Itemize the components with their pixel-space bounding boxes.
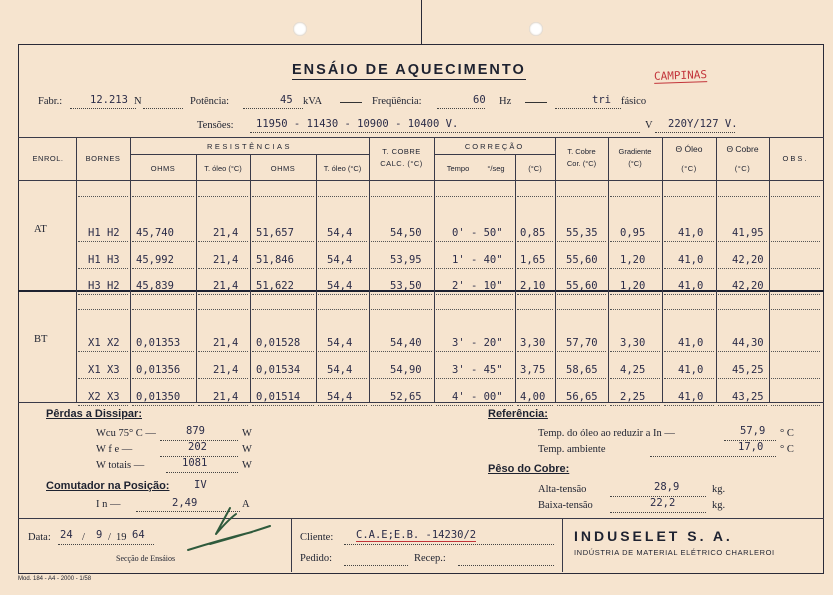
col-line xyxy=(434,137,435,402)
correcao-underline xyxy=(434,154,555,155)
cell-toleo2: 54,4 xyxy=(327,254,353,266)
comutador-posicao: IV xyxy=(194,479,207,491)
row-dotted-line xyxy=(517,241,553,242)
row-dotted-line xyxy=(198,309,248,310)
row-dotted-line xyxy=(198,351,248,352)
v-label: V xyxy=(645,120,653,131)
wfe-label: W f e — xyxy=(96,444,133,455)
row-dotted-line xyxy=(371,241,432,242)
row-dotted-line xyxy=(771,294,820,295)
col-line xyxy=(555,137,556,402)
row-dotted-line xyxy=(517,309,553,310)
row-dotted-line xyxy=(664,351,714,352)
cell-grad: 1,20 xyxy=(620,280,646,292)
row-dotted-line xyxy=(664,196,714,197)
recep-field xyxy=(458,553,554,566)
row-dotted-line xyxy=(517,196,553,197)
fabr-value: 12.213 xyxy=(90,94,128,106)
wfe-unit: W xyxy=(242,444,252,455)
row-dotted-line xyxy=(436,378,513,379)
ref-ambiente-unit: ° C xyxy=(780,444,794,455)
row-dotted-line xyxy=(517,268,553,269)
table-top-border xyxy=(18,137,824,138)
row-dotted-line xyxy=(132,351,194,352)
cell-grad: 1,20 xyxy=(620,254,646,266)
wfe-value: 202 xyxy=(188,441,207,453)
cell-oleo: 41,0 xyxy=(678,227,704,239)
row-dotted-line xyxy=(664,309,714,310)
header-theta-cobre-unit: (°C) xyxy=(734,164,751,173)
row-dotted-line xyxy=(78,351,128,352)
row-dotted-line xyxy=(517,351,553,352)
cell-ohms1: 45,992 xyxy=(136,254,174,266)
header-theta-oleo-unit: (°C) xyxy=(681,164,697,173)
row-dotted-line xyxy=(318,351,367,352)
row-dotted-line xyxy=(436,405,513,406)
wcu-value: 879 xyxy=(186,425,205,437)
row-dotted-line xyxy=(371,268,432,269)
row-dotted-line xyxy=(318,241,367,242)
header-ohms-1: OHMS xyxy=(150,164,176,173)
cell-cobre: 41,95 xyxy=(732,227,764,239)
row-dotted-line xyxy=(610,378,660,379)
cell-bornes: H1 H2 xyxy=(88,227,120,239)
n-field xyxy=(143,96,183,109)
header-seg: °/seg xyxy=(487,164,505,173)
fasico-field xyxy=(555,96,621,109)
cell-ohms1: 0,01350 xyxy=(136,391,181,403)
row-dotted-line xyxy=(610,241,660,242)
col-line xyxy=(515,154,516,402)
header-ohms-2: OHMS xyxy=(270,164,296,173)
row-dotted-line xyxy=(517,294,553,295)
row-dotted-line xyxy=(436,294,513,295)
row-dotted-line xyxy=(198,268,248,269)
row-dotted-line xyxy=(557,241,606,242)
data-year: 64 xyxy=(132,529,145,541)
document-page: ENSÁIO DE AQUECIMENTO CAMPINAS Fabr.: 12.213 N Potência: 45 kVA Freqüência: 60 Hz tri fásico Tensões: 11950 - 11430 - 10900 - 10400 V. V 220Y/127 V. ENROL. BORNES RESISTÊNCIAS OHMS T. óleo (°C) OHMS T. óleo (°C) T. COBRE CALC. (°C) CORREÇÃO Tempo °/seg (°C) T. Cobre Cor. (°C) Gradiente (°C) Θ Óleo (°C) Θ Cobre (°C) OBS. AT H1 H2 45,740 21,4 51,657 54,4 54,50 0' - 50" 0,85 55,35 0,95 41,0 41,95 H1 H3 45,992 21,4 51,846 54,4 53,95 1' - 40" 1,65 55,60 1,20 41,0 42,20 H3 H2 45,839 21,4 51,622 54,4 53,50 2' - 10" 2,10 55,60 1,20 41,0 42,20 BT X1 X2 0,01353 21,4 0,01528 54,4 54,40 3' - 20" 3,30 57,70 3,30 41,0 44,30 X1 X3 0,01356 21,4 0,01534 54,4 54,90 3' - 45" 3,75 58,65 4,25 41,0 45,25 X2 X3 0,01350 21,4 0,01514 54,4 52,65 4' - 00" 4,00 56,65 2,25 41,0 43,25 Pêrdas a Dissipar: Wcu 75° C — 879 W W f e — 202 W W totais — 1081 W Comutador na Posição: IV I n — 2,49 A Referência: Temp. do óleo ao reduzir a In — 57,9 ° C Temp. ambiente 17,0 ° C Pêso do Cobre: Alta-tensão 28,9 kg. Baixa-tensão 22,2 kg. Data: 24 / 9 / 19 64 Secção de Ensáios Cliente: C.A.E;E.B. -14230/2 Pedido: Recep.: INDUSELET S. A. INDÚSTRIA DE MATERIAL ELÉTRICO CHARLEROI Mod. 184 - A4 - 2000 - 1/58 xyxy=(0,0,833,595)
header-toleo-2: T. óleo (°C) xyxy=(323,164,362,173)
punch-hole-left xyxy=(293,22,307,36)
row-dotted-line xyxy=(557,378,606,379)
cell-oleo: 41,0 xyxy=(678,254,704,266)
cell-tempo: 0' - 50" xyxy=(452,227,503,239)
cell-toleo2: 54,4 xyxy=(327,364,353,376)
footer-top-line xyxy=(18,518,824,519)
cell-ohms2: 51,846 xyxy=(256,254,294,266)
row-dotted-line xyxy=(718,351,767,352)
row-dotted-line xyxy=(436,268,513,269)
row-dotted-line xyxy=(318,268,367,269)
company-subtitle: INDÚSTRIA DE MATERIAL ELÉTRICO CHARLEROI xyxy=(574,548,775,557)
row-dotted-line xyxy=(318,378,367,379)
cell-cobre: 44,30 xyxy=(732,337,764,349)
row-dotted-line xyxy=(557,268,606,269)
wcu-label: Wcu 75° C — xyxy=(96,428,156,439)
cell-cobre: 45,25 xyxy=(732,364,764,376)
row-dotted-line xyxy=(557,309,606,310)
baixa-value: 22,2 xyxy=(650,497,676,509)
baixa-label: Baixa-tensão xyxy=(538,500,593,511)
row-dotted-line xyxy=(198,294,248,295)
cell-tcalc: 52,65 xyxy=(390,391,422,403)
wcu-unit: W xyxy=(242,428,252,439)
row-dotted-line xyxy=(718,294,767,295)
row-dotted-line xyxy=(78,268,128,269)
comutador-title: Comutador na Posição: xyxy=(46,480,170,492)
cell-corr: 2,10 xyxy=(520,280,546,292)
row-dotted-line xyxy=(198,378,248,379)
header-corr-c: (°C) xyxy=(528,164,542,173)
cell-toleo1: 21,4 xyxy=(213,391,239,403)
cell-corr: 3,75 xyxy=(520,364,546,376)
row-dotted-line xyxy=(198,196,248,197)
row-dotted-line xyxy=(771,378,820,379)
row-dotted-line xyxy=(610,294,660,295)
cell-bornes: H3 H2 xyxy=(88,280,120,292)
enrol-label: BT xyxy=(34,334,48,345)
header-tempo: Tempo xyxy=(446,164,470,173)
row-dotted-line xyxy=(318,405,367,406)
form-code: Mod. 184 - A4 - 2000 - 1/58 xyxy=(18,576,92,582)
cell-ohms2: 0,01528 xyxy=(256,337,301,349)
cell-tcor: 55,35 xyxy=(566,227,598,239)
dash-2 xyxy=(525,102,547,103)
cell-tempo: 4' - 00" xyxy=(452,391,503,403)
row-dotted-line xyxy=(436,241,513,242)
data-label: Data: xyxy=(28,532,51,543)
cell-ohms1: 45,740 xyxy=(136,227,174,239)
row-dotted-line xyxy=(371,196,432,197)
cell-toleo1: 21,4 xyxy=(213,227,239,239)
form-title: ENSÁIO DE AQUECIMENTO xyxy=(292,62,526,78)
col-line xyxy=(769,137,770,402)
cell-grad: 0,95 xyxy=(620,227,646,239)
row-dotted-line xyxy=(371,378,432,379)
frequencia-label: Freqüência: xyxy=(372,96,422,107)
cell-grad: 2,25 xyxy=(620,391,646,403)
fabr-label: Fabr.: xyxy=(38,96,63,107)
row-dotted-line xyxy=(557,405,606,406)
header-bornes: BORNES xyxy=(85,154,121,163)
col-line xyxy=(662,137,663,402)
footer-divider-1 xyxy=(291,518,292,572)
frequencia-value: 60 xyxy=(473,94,486,106)
ref-oleo-label: Temp. do óleo ao reduzir a In — xyxy=(538,428,675,439)
header-enrol: ENROL. xyxy=(32,154,64,163)
dash-1 xyxy=(340,102,362,103)
row-dotted-line xyxy=(132,241,194,242)
cell-oleo: 41,0 xyxy=(678,391,704,403)
cell-tcor: 57,70 xyxy=(566,337,598,349)
header-resistencias: RESISTÊNCIAS xyxy=(206,142,292,151)
cell-tempo: 3' - 45" xyxy=(452,364,503,376)
row-dotted-line xyxy=(78,294,128,295)
row-dotted-line xyxy=(252,241,314,242)
data-year-prefix: 19 xyxy=(116,532,127,543)
peso-title: Pêso do Cobre: xyxy=(488,463,570,475)
cell-tcor: 58,65 xyxy=(566,364,598,376)
row-dotted-line xyxy=(371,309,432,310)
row-dotted-line xyxy=(517,405,553,406)
header-gradiente: Gradiente (°C) xyxy=(618,147,652,168)
cell-tcalc: 53,95 xyxy=(390,254,422,266)
cell-tempo: 1' - 40" xyxy=(452,254,503,266)
ref-oleo-value: 57,9 xyxy=(740,425,766,437)
row-dotted-line xyxy=(78,405,128,406)
cell-oleo: 41,0 xyxy=(678,337,704,349)
cell-toleo1: 21,4 xyxy=(213,364,239,376)
row-dotted-line xyxy=(664,294,714,295)
row-dotted-line xyxy=(252,294,314,295)
row-dotted-line xyxy=(371,294,432,295)
v-value: 220Y/127 V. xyxy=(668,118,738,130)
row-dotted-line xyxy=(664,378,714,379)
wtot-label: W totais — xyxy=(96,460,145,471)
header-tcobre-cor: T. Cobre Cor. (°C) xyxy=(566,147,597,168)
fasico-value: tri xyxy=(592,94,611,106)
row-dotted-line xyxy=(252,196,314,197)
data-month: 9 xyxy=(96,529,103,541)
col-line xyxy=(608,137,609,402)
header-theta-cobre: Θ Cobre xyxy=(726,144,759,154)
row-dotted-line xyxy=(132,405,194,406)
fold-line xyxy=(421,0,422,44)
row-dotted-line xyxy=(718,196,767,197)
cell-bornes: H1 H3 xyxy=(88,254,120,266)
in-value: 2,49 xyxy=(172,497,198,509)
cell-tcalc: 54,40 xyxy=(390,337,422,349)
recep-label: Recep.: xyxy=(414,553,446,564)
header-correcao: CORREÇÃO xyxy=(464,142,525,151)
row-dotted-line xyxy=(610,309,660,310)
header-toleo-1: T. óleo (°C) xyxy=(204,164,242,173)
row-dotted-line xyxy=(610,196,660,197)
cell-ohms1: 45,839 xyxy=(136,280,174,292)
header-obs: OBS. xyxy=(782,154,809,163)
row-dotted-line xyxy=(132,268,194,269)
row-dotted-line xyxy=(436,351,513,352)
row-dotted-line xyxy=(198,405,248,406)
row-dotted-line xyxy=(771,241,820,242)
row-dotted-line xyxy=(610,268,660,269)
row-dotted-line xyxy=(78,309,128,310)
pedido-label: Pedido: xyxy=(300,553,333,564)
alta-value: 28,9 xyxy=(654,481,680,493)
baixa-unit: kg. xyxy=(712,500,726,511)
col-line xyxy=(250,154,251,402)
campinas-stamp: CAMPINAS xyxy=(653,68,708,83)
col-line xyxy=(369,137,370,402)
referencia-title: Referência: xyxy=(488,408,548,420)
row-dotted-line xyxy=(557,351,606,352)
tensoes-value: 11950 - 11430 - 10900 - 10400 V. xyxy=(256,118,459,130)
row-dotted-line xyxy=(771,268,820,269)
cell-toleo1: 21,4 xyxy=(213,280,239,292)
row-dotted-line xyxy=(557,196,606,197)
row-dotted-line xyxy=(132,378,194,379)
cell-toleo2: 54,4 xyxy=(327,227,353,239)
cell-ohms1: 0,01353 xyxy=(136,337,181,349)
punch-hole-right xyxy=(529,22,543,36)
cell-grad: 3,30 xyxy=(620,337,646,349)
cell-ohms2: 0,01534 xyxy=(256,364,301,376)
row-dotted-line xyxy=(771,309,820,310)
col-line xyxy=(76,137,77,402)
cell-corr: 0,85 xyxy=(520,227,546,239)
pedido-field xyxy=(344,553,408,566)
cell-tcalc: 54,90 xyxy=(390,364,422,376)
row-dotted-line xyxy=(718,378,767,379)
cell-tempo: 2' - 10" xyxy=(452,280,503,292)
potencia-value: 45 xyxy=(280,94,293,106)
perdas-title: Pêrdas a Dissipar: xyxy=(46,408,142,420)
enrol-label: AT xyxy=(34,224,47,235)
cell-toleo1: 21,4 xyxy=(213,337,239,349)
row-dotted-line xyxy=(198,241,248,242)
cell-cobre: 42,20 xyxy=(732,280,764,292)
col-line xyxy=(716,137,717,402)
row-dotted-line xyxy=(132,309,194,310)
row-dotted-line xyxy=(771,196,820,197)
row-dotted-line xyxy=(664,241,714,242)
cell-oleo: 41,0 xyxy=(678,280,704,292)
cell-tcalc: 54,50 xyxy=(390,227,422,239)
row-dotted-line xyxy=(517,378,553,379)
cell-bornes: X1 X3 xyxy=(88,364,120,376)
fasico-label: fásico xyxy=(621,96,647,107)
cell-ohms2: 51,622 xyxy=(256,280,294,292)
col-line xyxy=(316,154,317,402)
cell-ohms1: 0,01356 xyxy=(136,364,181,376)
row-dotted-line xyxy=(252,268,314,269)
row-dotted-line xyxy=(371,405,432,406)
in-label: I n — xyxy=(96,499,121,510)
row-dotted-line xyxy=(664,268,714,269)
row-dotted-line xyxy=(252,351,314,352)
ref-ambiente-label: Temp. ambiente xyxy=(538,444,606,455)
cell-tcor: 55,60 xyxy=(566,280,598,292)
row-dotted-line xyxy=(436,309,513,310)
row-dotted-line xyxy=(318,294,367,295)
cell-ohms2: 0,01514 xyxy=(256,391,301,403)
header-tcobre-calc: T. COBRE CALC. (°C) xyxy=(380,147,423,168)
row-dotted-line xyxy=(78,378,128,379)
potencia-field xyxy=(243,96,303,109)
row-dotted-line xyxy=(610,405,660,406)
potencia-unit: kVA xyxy=(303,96,323,107)
cell-tcor: 55,60 xyxy=(566,254,598,266)
alta-unit: kg. xyxy=(712,484,726,495)
cell-toleo1: 21,4 xyxy=(213,254,239,266)
wtot-unit: W xyxy=(242,460,252,471)
cell-toleo2: 54,4 xyxy=(327,280,353,292)
row-dotted-line xyxy=(718,268,767,269)
row-dotted-line xyxy=(557,294,606,295)
row-dotted-line xyxy=(664,405,714,406)
cell-bornes: X1 X2 xyxy=(88,337,120,349)
cell-toleo2: 54,4 xyxy=(327,337,353,349)
row-dotted-line xyxy=(610,351,660,352)
cliente-label: Cliente: xyxy=(300,532,334,543)
col-line xyxy=(196,154,197,402)
cell-toleo2: 54,4 xyxy=(327,391,353,403)
row-dotted-line xyxy=(252,378,314,379)
footer-divider-2 xyxy=(562,518,563,572)
cell-tempo: 3' - 20" xyxy=(452,337,503,349)
company-name: INDUSELET S. A. xyxy=(574,528,733,544)
row-dotted-line xyxy=(132,294,194,295)
row-dotted-line xyxy=(718,405,767,406)
row-dotted-line xyxy=(252,405,314,406)
row-dotted-line xyxy=(771,405,820,406)
cell-corr: 4,00 xyxy=(520,391,546,403)
row-dotted-line xyxy=(436,196,513,197)
in-unit: A xyxy=(242,499,250,510)
cell-cobre: 42,20 xyxy=(732,254,764,266)
row-dotted-line xyxy=(78,196,128,197)
cell-corr: 3,30 xyxy=(520,337,546,349)
cell-tcor: 56,65 xyxy=(566,391,598,403)
row-dotted-line xyxy=(132,196,194,197)
ref-oleo-unit: ° C xyxy=(780,428,794,439)
ref-ambiente-value: 17,0 xyxy=(738,441,764,453)
data-day: 24 xyxy=(60,529,73,541)
signature xyxy=(180,500,280,556)
row-dotted-line xyxy=(771,351,820,352)
potencia-label: Potência: xyxy=(190,96,230,107)
frequencia-unit: Hz xyxy=(499,96,512,107)
row-dotted-line xyxy=(718,241,767,242)
cell-grad: 4,25 xyxy=(620,364,646,376)
n-label: N xyxy=(134,96,142,107)
row-dotted-line xyxy=(318,309,367,310)
row-dotted-line xyxy=(718,309,767,310)
tensoes-label: Tensões: xyxy=(197,120,234,131)
table-header-bottom xyxy=(18,180,824,181)
header-theta-oleo: Θ Óleo xyxy=(675,144,703,154)
alta-label: Alta-tensão xyxy=(538,484,587,495)
secao-label: Secção de Ensáios xyxy=(116,554,176,563)
cell-cobre: 43,25 xyxy=(732,391,764,403)
cell-ohms2: 51,657 xyxy=(256,227,294,239)
col-line xyxy=(130,137,131,402)
row-dotted-line xyxy=(318,196,367,197)
row-dotted-line xyxy=(371,351,432,352)
cliente-value: C.A.E;E.B. -14230/2 xyxy=(356,529,477,541)
cell-tcalc: 53,50 xyxy=(390,280,422,292)
cell-oleo: 41,0 xyxy=(678,364,704,376)
wtot-value: 1081 xyxy=(182,457,208,469)
row-dotted-line xyxy=(252,309,314,310)
row-dotted-line xyxy=(78,241,128,242)
cell-corr: 1,65 xyxy=(520,254,546,266)
cell-bornes: X2 X3 xyxy=(88,391,120,403)
